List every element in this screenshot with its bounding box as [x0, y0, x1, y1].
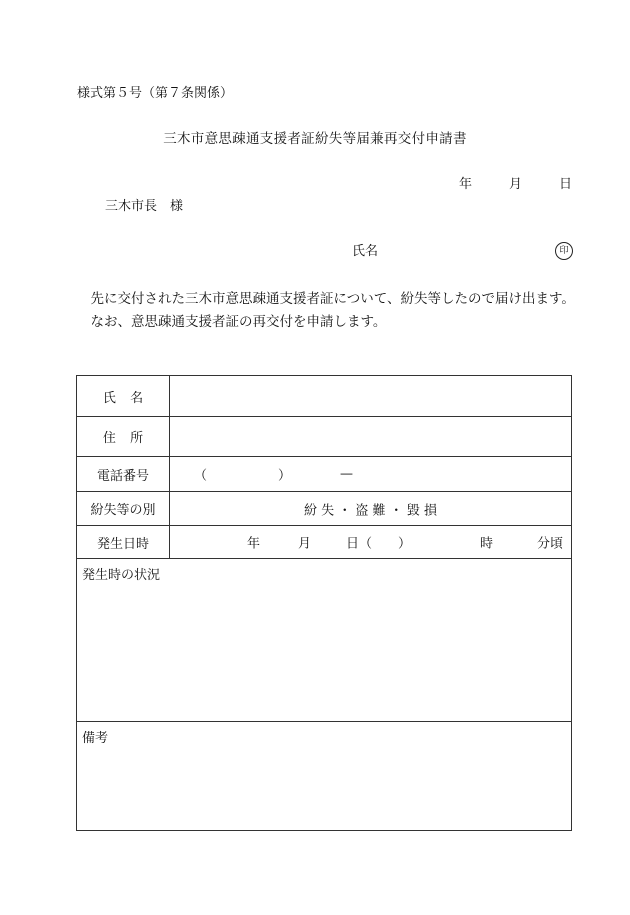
- phone-field[interactable]: [170, 457, 571, 491]
- occurrence-month: 月: [298, 536, 312, 552]
- date-year-label: 年: [459, 177, 473, 192]
- table-row-loss-type: [77, 492, 571, 526]
- table-row-situation[interactable]: [77, 559, 571, 722]
- name-field[interactable]: [170, 376, 571, 416]
- remarks-label: 備考: [82, 731, 109, 746]
- table-row-occurrence: [77, 526, 571, 559]
- table-row-phone: [77, 457, 571, 492]
- occurrence-label: 発生日時: [96, 536, 149, 552]
- occurrence-field[interactable]: [170, 526, 571, 558]
- loss-type-label-cell: [77, 492, 170, 525]
- seal-icon: 印: [555, 242, 573, 260]
- applicant-name-label: 氏名: [352, 244, 379, 259]
- phone-label-cell: [77, 457, 170, 491]
- body-paragraph-2: なお、意思疎通支援者証の再交付を申請します。: [90, 314, 387, 330]
- loss-type-options: 紛 失 ・ 盗 難 ・ 毀 損: [304, 503, 437, 518]
- loss-type-label: 紛失等の別: [90, 503, 156, 518]
- occurrence-minute: 分頃: [537, 536, 564, 552]
- address-label-cell: [77, 417, 170, 456]
- phone-close-paren: ）: [278, 468, 292, 484]
- body-text: [77, 288, 575, 334]
- date-month-label: 月: [509, 177, 523, 192]
- body-paragraph-1: 先に交付された三木市意思疎通支援者証について、紛失等したので届け出ます。: [90, 291, 575, 307]
- loss-type-field[interactable]: [170, 492, 571, 525]
- occurrence-hour: 時: [480, 536, 494, 552]
- form-number: 様式第５号（第７条関係）: [77, 86, 234, 101]
- situation-label: 発生時の状況: [82, 568, 161, 583]
- table-row-remarks[interactable]: [77, 722, 571, 830]
- document-title: 三木市意思疎通支援者証紛失等届兼再交付申請書: [163, 131, 467, 147]
- phone-label: 電話番号: [96, 468, 149, 484]
- name-label-cell: [77, 376, 170, 416]
- date-day-label: 日: [559, 177, 573, 192]
- address-label: 住所: [102, 431, 158, 446]
- table-row-name: [77, 376, 571, 417]
- address-field[interactable]: [170, 417, 571, 456]
- phone-open-paren: （: [194, 468, 208, 484]
- phone-dash: —: [340, 466, 353, 482]
- occurrence-day-weekday: 日（ ）: [346, 536, 412, 552]
- application-table: [76, 375, 572, 831]
- addressee: 三木市長 様: [105, 199, 184, 214]
- occurrence-label-cell: [77, 526, 170, 558]
- occurrence-year: 年: [247, 536, 261, 552]
- table-row-address: [77, 417, 571, 457]
- name-label: 氏名: [102, 390, 158, 406]
